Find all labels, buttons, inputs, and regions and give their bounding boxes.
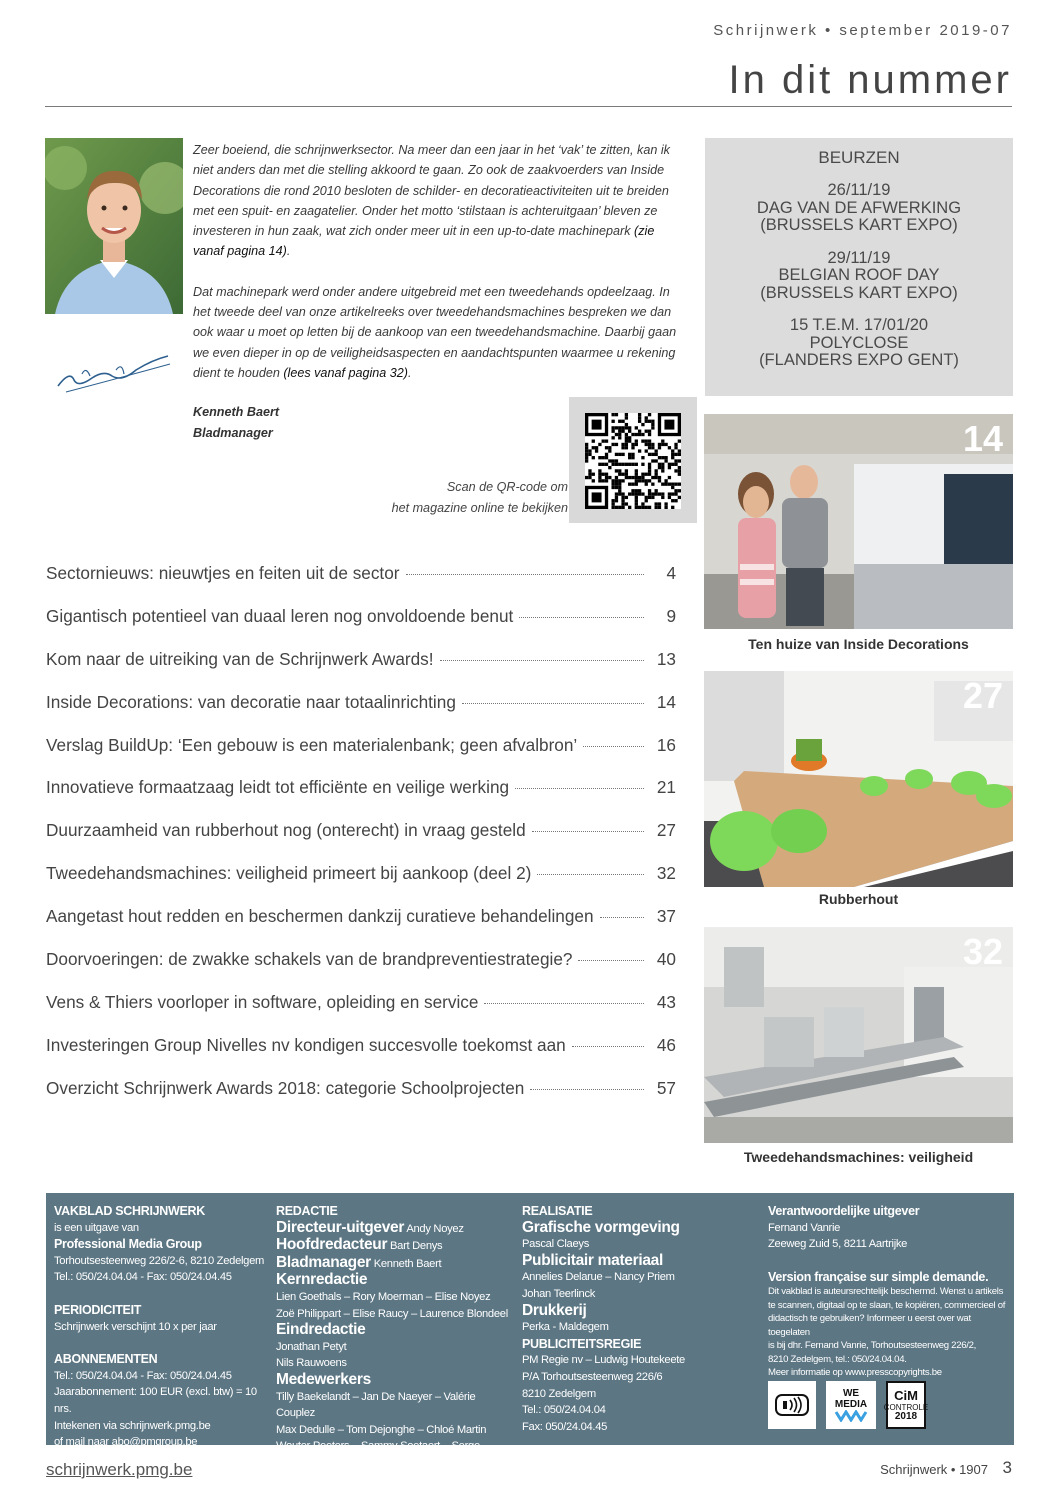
toc-leader-dots [532, 831, 644, 832]
colophon-publisher [54, 1203, 269, 1451]
toc-entry-title: Verslag BuildUp: ‘Een gebouw is een materialenbank; geen afvalbron’ [46, 734, 578, 755]
colophon-link[interactable]: Meer informatie op www.presscopyrights.be [768, 1367, 942, 1379]
toc-entry-title: Tweedehandsmachines: veiligheid primeert bij aankoop (deel 2) [46, 863, 532, 884]
toc-leader-dots [537, 874, 644, 875]
toc-entry[interactable] [46, 906, 676, 949]
publisher-address: Torhoutsesteenweg 226/2-6, 8210 Zedelgem [54, 1254, 265, 1267]
colophon-text: Max Dedulle – Tom Dejonghe – Chloé Martin [276, 1423, 487, 1436]
publisher-phone: Tel.: 050/24.04.04 - Fax: 050/24.04.45 [54, 1271, 232, 1284]
toc-entry-title: Inside Decorations: van decoratie naar totaalinrichting [46, 691, 456, 712]
colophon-responsible [768, 1203, 1008, 1380]
qr-caption-line: het magazine online te bekijken [391, 501, 568, 515]
website-link[interactable]: schrijnwerk.pmg.be [46, 1460, 193, 1479]
colophon-text: 8210 Zedelgem [522, 1387, 596, 1400]
logo-text: CONTROLE [883, 1403, 929, 1412]
qr-code[interactable] [585, 413, 681, 509]
editorial-text [193, 140, 683, 403]
colophon-text: of mail naar abo@pmgroup.be [54, 1436, 198, 1449]
toc-entry-page: 14 [656, 691, 676, 712]
article-photo-rubberhout[interactable] [704, 671, 1013, 887]
photo-caption: Rubberhout [818, 891, 899, 907]
colophon [46, 1193, 1014, 1469]
toc-leader-dots [406, 574, 645, 575]
cim-controle-logo-icon [883, 1381, 929, 1429]
page-number: 3 [1002, 1458, 1012, 1477]
toc-entry-title: Innovatieve formaatzaag leidt tot efficiënte en veilige werking [46, 777, 510, 798]
editorial-text-1-end: . [286, 244, 291, 259]
toc-leader-dots [515, 788, 644, 789]
colophon-text: Nils Rauwoens [276, 1357, 347, 1370]
colophon-heading: PUBLICITEITSREGIE [522, 1336, 642, 1351]
toc-entry-page: 57 [656, 1077, 676, 1098]
trade-fair-date: 26/11/19 [827, 181, 891, 199]
page-number-badge: 14 [962, 418, 1003, 459]
publisher-name: Professional Media Group [54, 1237, 202, 1252]
trade-fair-date: 15 T.E.M. 17/01/20 [789, 316, 929, 334]
colophon-text: Lien Goethals – Rory Moerman – Elise Noyez [276, 1290, 491, 1303]
toc-entry-title: Vens & Thiers voorloper in software, opleiding en service [46, 991, 479, 1012]
toc-entry-title: Gigantisch potentieel van duaal leren nog onvoldoende benut [46, 605, 514, 626]
toc-leader-dots [572, 1046, 644, 1047]
trade-fair-name: POLYCLOSE [809, 333, 909, 352]
toc-entry-page: 46 [656, 1034, 676, 1055]
colophon-text: te scannen, digitaal op te slaan, te kopiëren, commercieel of [768, 1299, 1006, 1311]
toc-entry[interactable] [46, 1078, 676, 1121]
role-label: Grafische vormgeving [522, 1218, 680, 1236]
toc-entry-page: 9 [666, 605, 676, 626]
role-label: Drukkerij [522, 1301, 587, 1319]
toc-entry-title: Sectornieuws: nieuwtjes en feiten uit de sector [46, 563, 400, 583]
colophon-text: P/A Torhoutsesteenweg 226/6 [522, 1370, 663, 1383]
toc-entry-page: 37 [656, 906, 676, 927]
toc-entry-page: 21 [656, 777, 676, 798]
toc-entry-page: 43 [656, 991, 676, 1012]
toc-entry[interactable] [46, 777, 676, 820]
role-label: Directeur-uitgever [276, 1218, 405, 1236]
toc-entry[interactable] [46, 692, 676, 735]
trade-fair-name: DAG VAN DE AFWERKING [756, 198, 962, 217]
colophon-text: Zeeweg Zuid 5, 8211 Aartrijke [768, 1238, 908, 1251]
role-label: Bladmanager [276, 1253, 371, 1271]
logo-text: 2018 [894, 1411, 918, 1422]
toc-entry-page: 16 [656, 734, 676, 755]
trade-fairs-box [705, 138, 1013, 396]
toc-entry[interactable] [46, 820, 676, 863]
colophon-text: Fernand Vanrie [768, 1221, 841, 1234]
logo-text: CiM [894, 1388, 918, 1403]
toc-leader-dots [578, 960, 644, 961]
photo-caption: Ten huize van Inside Decorations [748, 636, 969, 652]
toc-entry-title: Overzicht Schrijnwerk Awards 2018: categorie Schoolprojecten [46, 1077, 525, 1098]
colophon-text: Pascal Claeys [522, 1238, 589, 1251]
toc-entry-page: 4 [666, 563, 676, 583]
colophon-text: Schrijnwerk verschijnt 10 x per jaar [54, 1320, 217, 1333]
colophon-text: Tilly Baekelandt – Jan De Naeyer – Valérie Couplez [276, 1390, 476, 1420]
editorial-byline [193, 402, 279, 444]
qr-code-icon [585, 413, 681, 509]
header-divider [45, 106, 1012, 107]
colophon-text: didactisch te gebruiken? Informeer u eerst over wat toegelaten [768, 1313, 971, 1338]
photo-caption: Tweedehandsmachines: veiligheid [743, 1149, 974, 1165]
colophon-text: Jonathan Petyt [276, 1340, 347, 1353]
colophon-role-line [276, 1237, 516, 1255]
page-number-badge: 32 [962, 931, 1003, 972]
colophon-text: Annelies Delarue – Nancy Priem [522, 1271, 675, 1284]
role-name: Bart Denys [387, 1240, 443, 1253]
trade-fair-venue: (BRUSSELS KART EXPO) [760, 283, 958, 302]
page-number-badge: 27 [962, 675, 1003, 716]
role-label: Hoofdredacteur [276, 1236, 388, 1254]
table-of-contents [46, 563, 676, 1121]
colophon-heading: REALISATIE [522, 1204, 593, 1218]
colophon-text: Tel.: 050/24.04.04 [522, 1404, 606, 1417]
colophon-text: is bij dhr. Fernand Vanrie, Torhoutsesteenweg 226/2, [768, 1340, 977, 1352]
toc-leader-dots [530, 1089, 644, 1090]
role-label: Eindredactie [276, 1321, 366, 1339]
trade-fair-item [705, 182, 1013, 235]
toc-entry[interactable] [46, 649, 676, 692]
toc-entry-title: Doorvoeringen: de zwakke schakels van de brandpreventiestrategie? [46, 949, 573, 970]
editorial-text-2-end: . [407, 365, 412, 380]
colophon-heading: Verantwoordelijke uitgever [768, 1204, 920, 1218]
role-label: Publicitair materiaal [522, 1251, 664, 1269]
article-photo-tweedehandsmachines[interactable] [704, 927, 1013, 1143]
colophon-heading: VAKBLAD SCHRIJNWERK [54, 1204, 206, 1218]
trade-fair-venue: (FLANDERS EXPO GENT) [759, 351, 959, 369]
page-title: In dit nummer [728, 58, 1012, 102]
logo-text: WE [842, 1388, 860, 1399]
toc-entry[interactable] [46, 606, 676, 649]
editorial-paragraph [193, 282, 683, 383]
colophon-text: 8210 Zedelgem, tel.: 050/24.04.04. [768, 1353, 907, 1365]
editorial-text-2: Dat machinepark werd onder andere uitgebreid met een tweedehands opdeelzaag. In het tweede deel van onze artikelreeks over tweedehandsmachines bespreken we dan ook waar u moet op letten bij de aankoop van een tweedehandsmachine. Daarbij gaan we even dieper in op de veiligheidsaspecten en aandachtspunten waarmee u rekening dient te houden [193, 284, 677, 380]
logo-text: MEDIA [834, 1399, 868, 1410]
toc-entry-title: Aangetast hout redden en beschermen dankzij curatieve behandelingen [46, 906, 594, 927]
colophon-text: Jaarabonnement: 100 EUR (excl. btw) = 10 nrs. [54, 1386, 257, 1415]
toc-entry-title: Kom naar de uitreiking van de Schrijnwerk Awards! [46, 648, 434, 669]
toc-entry[interactable] [46, 949, 676, 992]
trade-fair-item [705, 317, 1013, 370]
trade-fair-name: BELGIAN ROOF DAY [778, 266, 940, 284]
toc-entry[interactable] [46, 1035, 676, 1078]
role-label: Kernredactie [276, 1271, 368, 1289]
footer-magazine-issue: Schrijnwerk • 1907 [880, 1462, 988, 1477]
trade-fair-venue: (BRUSSELS KART EXPO) [760, 216, 958, 234]
colophon-heading: ABONNEMENTEN [54, 1352, 158, 1367]
qr-caption [340, 477, 568, 519]
toc-leader-dots [519, 617, 644, 618]
toc-leader-dots [583, 746, 644, 747]
colophon-text: Perka - Maldegem [522, 1321, 609, 1334]
colophon-heading: Version française sur simple demande. [768, 1269, 989, 1284]
role-name: Andy Noyez [404, 1222, 464, 1235]
qr-caption-line: Scan de QR-code om [446, 480, 568, 494]
colophon-text: Dit vakblad is auteursrechtelijk beschermd. Wenst u artikels [768, 1286, 1004, 1298]
colophon-text: Johan Teerlinck [522, 1287, 596, 1300]
toc-entry[interactable] [46, 735, 676, 778]
colophon-text: Fax: 050/24.04.45 [522, 1420, 608, 1433]
colophon-role-line [276, 1220, 516, 1238]
colophon-role-line [276, 1255, 516, 1273]
toc-entry[interactable] [46, 563, 676, 606]
qr-code-frame [569, 397, 697, 523]
role-name: Kenneth Baert [370, 1257, 442, 1270]
colophon-text: PM Regie nv – Ludwig Houtekeete [522, 1354, 685, 1367]
toc-entry-page: 32 [656, 863, 676, 884]
toc-entry[interactable] [46, 992, 676, 1035]
article-photo-inside-decorations[interactable] [704, 414, 1013, 629]
colophon-production [522, 1203, 752, 1435]
colophon-text: Tel.: 050/24.04.04 - Fax: 050/24.04.45 [54, 1369, 232, 1382]
colophon-text: Wouter Peeters – Sammy Soetaert – Serge Vandenplas [276, 1440, 480, 1469]
copyright-notice [768, 1285, 1008, 1380]
editorial-text-1: Zeer boeiend, die schrijnwerksector. Na meer dan een jaar in het ‘vak’ te zitten, kan ik niet anders dan met die stelling akkoord te gaan. Zo ook de zaakvoerders van Inside Decorations die rond 2010 besloten de schilder- en decoratieactiviteiten uit te breiden met een spuit- en zaagatelier. Onder het motto ‘stilstaan is achteruitgaan’ bleven ze investeren in hun zaak, wat zich onder meer uit in een up-to-date machinepark [193, 143, 670, 239]
toc-entry-title: Duurzaamheid van rubberhout nog (onterecht) in vraag gesteld [46, 820, 526, 841]
colophon-heading: PERIODICITEIT [54, 1302, 142, 1317]
author-name: Kenneth Baert [193, 405, 280, 419]
author-role: Bladmanager [193, 426, 273, 440]
toc-entry[interactable] [46, 863, 676, 906]
toc-leader-dots [484, 1003, 644, 1004]
colophon-text: is een uitgave van [54, 1221, 139, 1234]
editor-portrait [45, 138, 183, 314]
toc-leader-dots [462, 703, 644, 704]
editorial-paragraph [193, 140, 683, 262]
colophon-text: Zoë Philippart – Elise Raucy – Laurence Blondeel [276, 1307, 508, 1320]
page-reference: (zie vanaf pagina 14) [193, 224, 655, 259]
toc-entry-title: Investeringen Group Nivelles nv kondigen succesvolle toekomst aan [46, 1034, 566, 1055]
toc-entry-page: 27 [656, 820, 676, 841]
signature [52, 340, 174, 400]
trade-fair-date: 29/11/19 [827, 248, 891, 267]
we-media-logo-icon [826, 1381, 876, 1429]
colophon-text: Intekenen via schrijnwerk.pmg.be [54, 1419, 211, 1432]
toc-entry-page: 13 [656, 648, 676, 669]
trade-fair-item [705, 250, 1013, 303]
issue-line: Schrijnwerk • september 2019-07 [713, 22, 1012, 39]
toc-leader-dots [440, 660, 644, 661]
toc-entry-page: 40 [656, 949, 676, 970]
toc-leader-dots [600, 917, 644, 918]
trade-fairs-title: BEURZEN [818, 148, 900, 167]
colophon-logos [768, 1381, 929, 1429]
role-label: Medewerkers [276, 1370, 371, 1388]
colophon-editorial [276, 1203, 516, 1472]
press-copyrights-logo-icon [768, 1381, 816, 1429]
colophon-heading: REDACTIE [276, 1204, 338, 1218]
page-reference: (lees vanaf pagina 32) [283, 365, 408, 380]
